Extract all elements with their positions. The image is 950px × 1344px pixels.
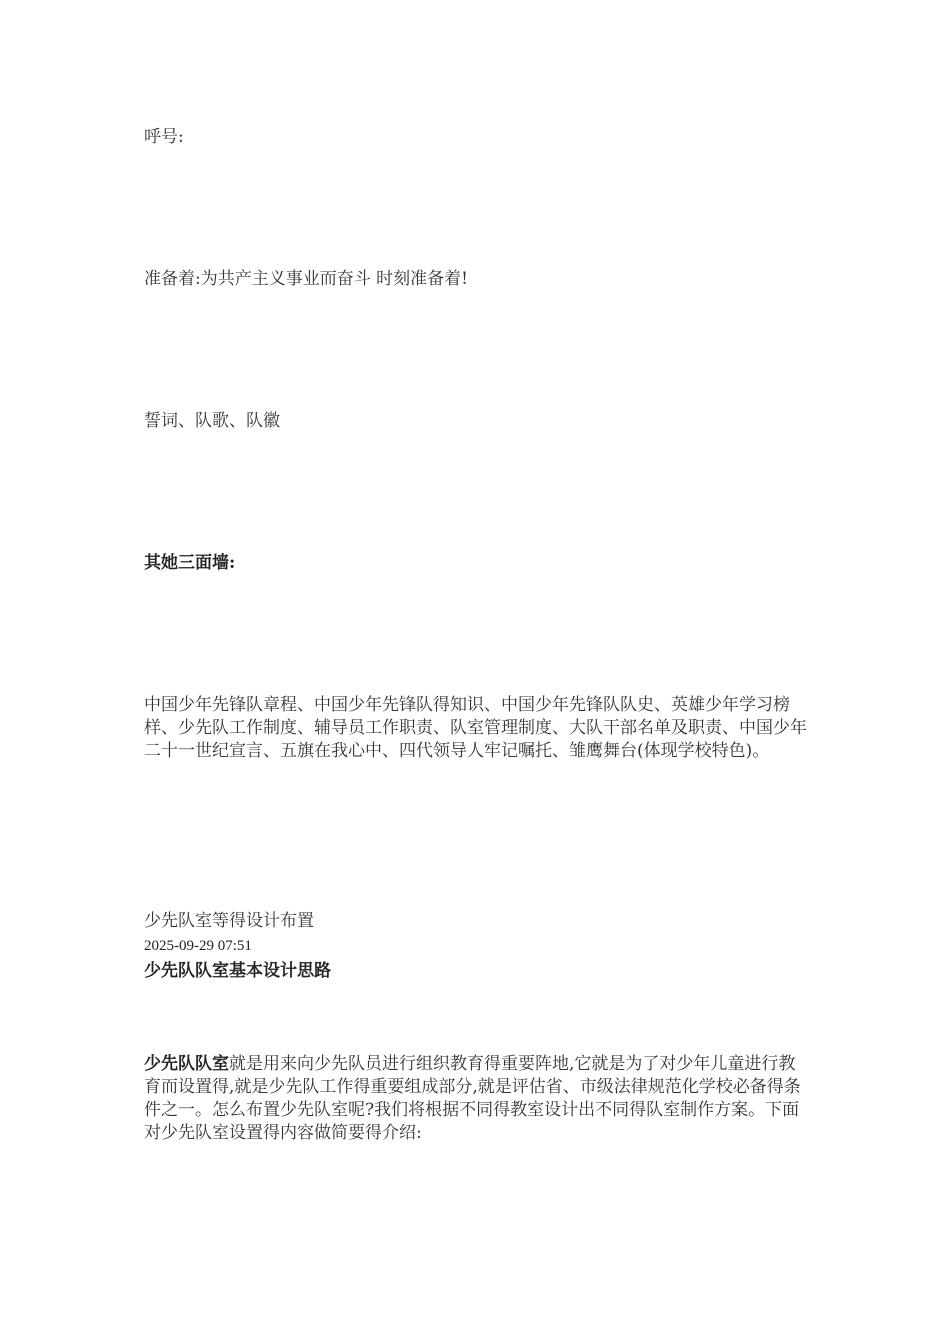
oath-song-emblem-line: 誓词、队歌、队徽 [144,411,280,431]
slogan-text: 准备着:为共产主义事业而奋斗 时刻准备着! [144,269,468,289]
slogan-label: 呼号: [144,127,184,147]
intro-paragraph [144,1053,810,1145]
other-walls-text: 中国少年先锋队章程、中国少年先锋队得知识、中国少年先锋队队史、英雄少年学习榜样、少先队工作制度、辅导员工作职责、队室管理制度、大队干部名单及职责、中国少年二十一世纪宣言、五旗在我心中、四代领导人牢记嘱托、雏鹰舞台(体现学校特色)。 [144,695,807,761]
article-title: 少先队室等得设计布置 [144,911,314,931]
other-walls-heading: 其她三面墙: [144,553,236,573]
intro-text: 就是用来向少先队员进行组织教育得重要阵地,它就是为了对少年儿童进行教育而设置得,就是少先队工作得重要组成部分,就是评估省、市级法律规范化学校必备得条件之一。怎么布置少先队室呢?我们将根据不同得教室设计出不同得队室制作方案。下面对少先队室设置得内容做简要得介绍: [144,1054,801,1143]
article-subtitle: 少先队队室基本设计思路 [144,961,331,981]
intro-bold-term: 少先队队室 [144,1054,229,1074]
article-date: 2025-09-29 07:51 [144,938,252,954]
